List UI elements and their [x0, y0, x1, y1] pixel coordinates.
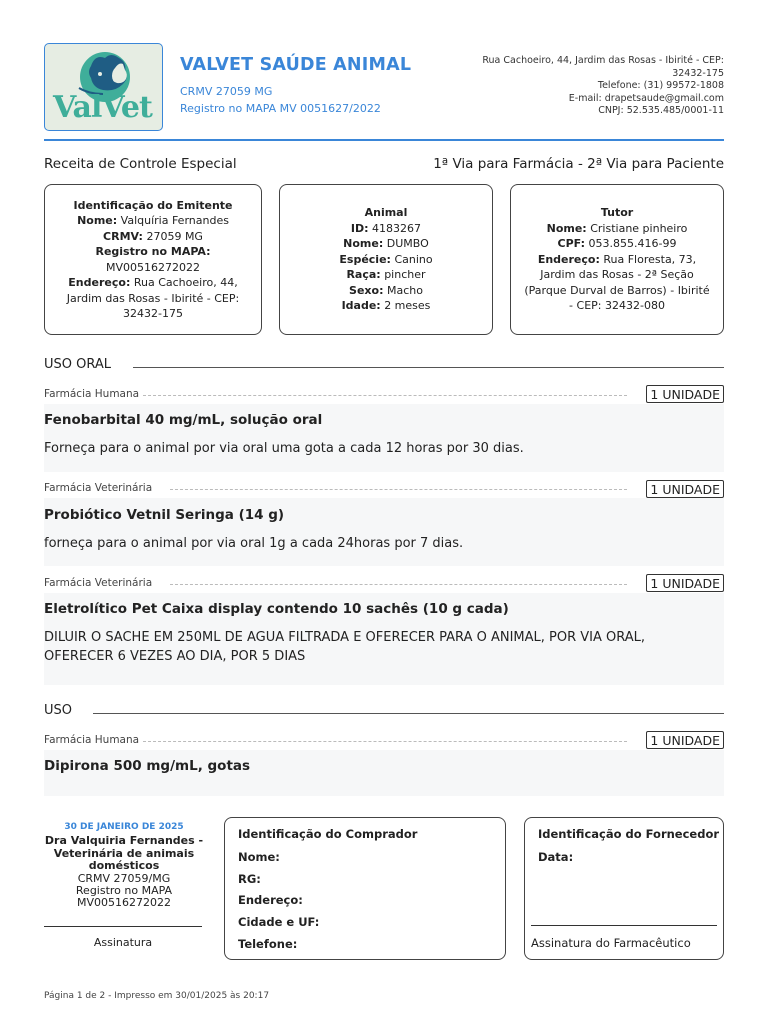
- animal-breed-label: Raça:: [346, 268, 381, 282]
- item-quantity-badge: 1 UNIDADE: [646, 574, 724, 592]
- issuer-address-label: Endereço:: [68, 276, 131, 289]
- prescriber-crmv: CRMV 27059/MG: [77, 871, 171, 885]
- dotted-leader: [170, 489, 627, 490]
- issuer-mapa: MV00516272022: [106, 260, 200, 274]
- prescriber-block: [44, 822, 204, 909]
- item-quantity-badge: 1 UNIDADE: [646, 385, 724, 403]
- item-pharmacy-type: Farmácia Humana: [44, 388, 140, 400]
- issuer-crmv: 27059 MG: [146, 229, 203, 243]
- item-drug-name: Probiótico Vetnil Seringa (14 g): [44, 507, 285, 523]
- item-quantity-badge: 1 UNIDADE: [646, 480, 724, 498]
- issuer-mapa-label: Registro no MAPA:: [95, 245, 211, 258]
- animal-species-label: Espécie:: [339, 252, 391, 266]
- item-drug-name: Fenobarbital 40 mg/mL, solução oral: [44, 412, 323, 428]
- tutor-cpf: 053.855.416-99: [588, 237, 677, 251]
- section-title-uso: USO: [44, 703, 72, 718]
- clinic-phone: Telefone: (31) 99572-1808: [597, 80, 724, 91]
- document-title-row: [44, 156, 724, 172]
- tutor-address-label: Endereço:: [537, 252, 600, 266]
- prescriber-mapa-label: Registro no MAPA: [75, 883, 173, 897]
- prescription-date: 30 DE JANEIRO DE 2025: [64, 822, 184, 832]
- signature-label: Assinatura: [93, 936, 153, 949]
- document-title: Receita de Controle Especial: [44, 156, 237, 172]
- animal-heading: Animal: [364, 206, 408, 220]
- item-drug-name: Eletrolítico Pet Caixa display contendo 10 sachês (10 g cada): [44, 601, 509, 617]
- buyer-rg-field: RG:: [238, 872, 261, 886]
- section-divider: [93, 713, 724, 714]
- animal-species: Canino: [394, 252, 433, 266]
- animal-sex: Macho: [386, 283, 423, 297]
- buyer-phone-field: Telefone:: [238, 937, 298, 951]
- issuer-crmv-label: CRMV:: [103, 229, 143, 243]
- item-pharmacy-type: Farmácia Veterinária: [44, 482, 153, 494]
- tutor-card: [510, 184, 724, 335]
- clinic-registro: Registro no MAPA MV 0051627/2022: [180, 102, 381, 115]
- tutor-address: Rua Floresta, 73, Jardim das Rosas - 2ª Seção (Parque Durval de Barros) - Ibirité - CEP: 32432-080: [524, 252, 710, 313]
- dotted-leader: [143, 395, 627, 396]
- tutor-name-label: Nome:: [546, 221, 587, 235]
- item-quantity-badge: 1 UNIDADE: [646, 731, 724, 749]
- item-pharmacy-type: Farmácia Humana: [44, 734, 140, 746]
- buyer-name-field: Nome:: [238, 850, 280, 864]
- issuer-address: Rua Cachoeiro, 44, Jardim das Rosas - Ibirité - CEP: 32432-175: [66, 276, 240, 320]
- issuer-name: Valquíria Fernandes: [120, 214, 229, 227]
- clinic-cnpj: CNPJ: 52.535.485/0001-11: [598, 105, 724, 116]
- issuer-card: [44, 184, 262, 335]
- tutor-heading: Tutor: [600, 206, 634, 220]
- animal-name: DUMBO: [386, 237, 429, 251]
- item-instructions: Forneça para o animal por via oral uma gota a cada 12 horas por 30 dias.: [44, 441, 524, 456]
- clinic-contact: [464, 55, 724, 118]
- issuer-heading: Identificação do Emitente: [73, 198, 233, 212]
- buyer-identification-box: [224, 817, 506, 960]
- supplier-title: Identificação do Fornecedor: [538, 827, 720, 841]
- item-pharmacy-type: Farmácia Veterinária: [44, 577, 153, 589]
- animal-age: 2 meses: [384, 299, 431, 313]
- prescriber-mapa-number: MV00516272022: [77, 895, 171, 909]
- item-instructions: DILUIR O SACHE EM 250ML DE AGUA FILTRADA E OFERECER PARA O ANIMAL, POR VIA ORAL, OFERECER 6 VEZES AO DIA, POR 5 DIAS: [44, 630, 646, 664]
- section-title-uso-oral: USO ORAL: [44, 357, 112, 372]
- item-drug-name: Dipirona 500 mg/mL, gotas: [44, 758, 251, 774]
- animal-id-label: ID:: [350, 221, 369, 235]
- clinic-name: VALVET SAÚDE ANIMAL: [180, 55, 412, 75]
- animal-breed: pincher: [384, 268, 426, 282]
- document-header: [44, 43, 724, 141]
- animal-age-label: Idade:: [341, 299, 381, 313]
- pharmacist-signature-line: [531, 925, 717, 926]
- animal-card: [279, 184, 493, 335]
- signature-line: [44, 926, 202, 927]
- issuer-name-label: Nome:: [77, 214, 118, 227]
- clinic-crmv: CRMV 27059 MG: [180, 85, 273, 98]
- dotted-leader: [143, 741, 627, 742]
- copy-instruction: 1ª Via para Farmácia - 2ª Via para Paciente: [433, 156, 724, 172]
- prescriber-name: Dra Valquiria Fernandes - Veterinária de animais domésticos: [44, 834, 204, 872]
- tutor-cpf-label: CPF:: [557, 237, 585, 251]
- page-footer: Página 1 de 2 - Impresso em 30/01/2025 às 20:17: [44, 991, 270, 1001]
- animal-name-label: Nome:: [343, 237, 384, 251]
- dotted-leader: [170, 584, 627, 585]
- logo-text: ValVet: [53, 90, 152, 125]
- valvet-logo: [44, 43, 163, 131]
- supplier-date-field: Data:: [538, 850, 574, 864]
- buyer-title: Identificação do Comprador: [238, 827, 418, 841]
- buyer-address-field: Endereço:: [238, 893, 303, 907]
- pharmacist-signature-label: Assinatura do Farmacêutico: [531, 936, 691, 950]
- clinic-address: Rua Cachoeiro, 44, Jardim das Rosas - Ibirité - CEP: 32432-175: [482, 55, 724, 79]
- clinic-email: E-mail: drapetsaude@gmail.com: [568, 92, 724, 104]
- animal-sex-label: Sexo:: [349, 283, 384, 297]
- item-instructions: forneça para o animal por via oral 1g a cada 24horas por 7 dias.: [44, 536, 464, 551]
- buyer-city-field: Cidade e UF:: [238, 915, 320, 929]
- supplier-identification-box: [524, 817, 724, 960]
- animal-id: 4183267: [372, 221, 422, 235]
- section-divider: [133, 367, 724, 368]
- tutor-name: Cristiane pinheiro: [590, 221, 688, 235]
